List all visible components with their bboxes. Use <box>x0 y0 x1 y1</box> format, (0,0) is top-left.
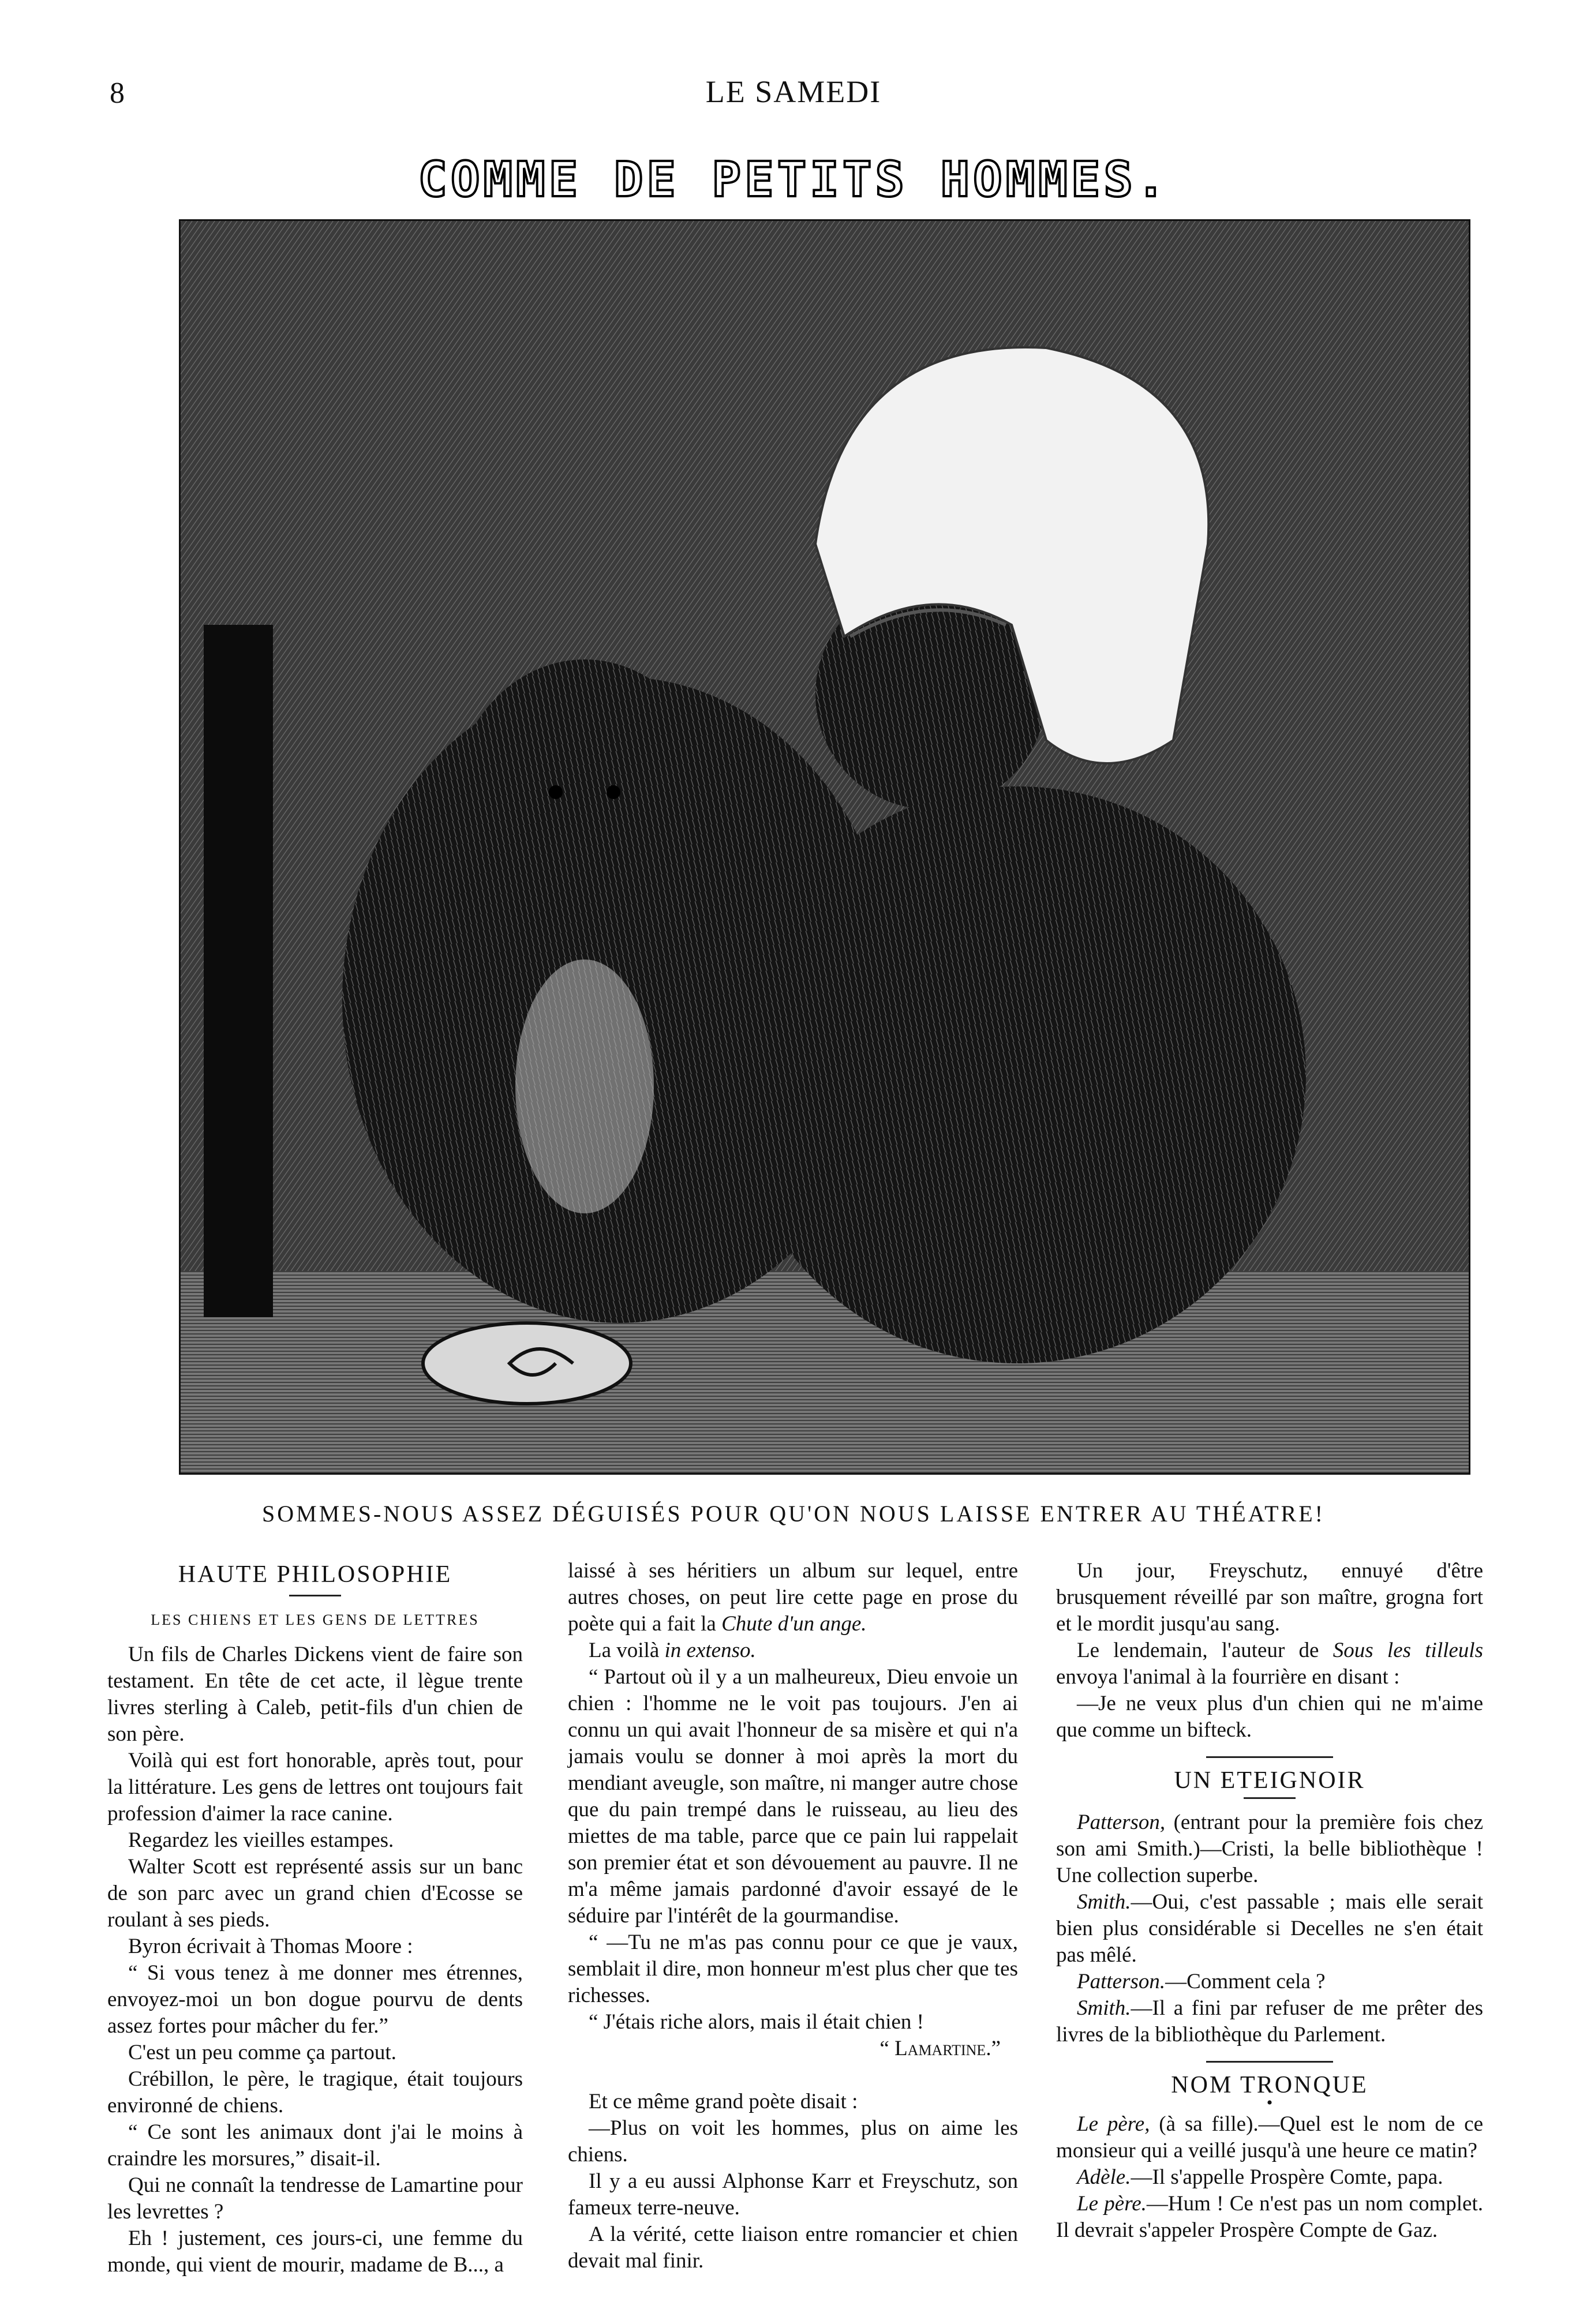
page-number: 8 <box>110 77 125 110</box>
speaker-name: Le père. <box>1077 2192 1147 2216</box>
paragraph: A la vérité, cette liaison entre romancier et chien devait mal finir. <box>568 2222 1018 2273</box>
speaker-name: Smith. <box>1077 1996 1131 2020</box>
italic-title: Chute d'un ange. <box>721 1612 867 1636</box>
speaker-name: Patterson, <box>1077 1811 1166 1834</box>
column-haute-philosophie <box>107 1558 523 2278</box>
section-title: HAUTE PHILOSOPHIE <box>178 1561 452 1588</box>
paragraph: Il y a eu aussi Alphonse Karr et Freyschutz, son fameux terre-neuve. <box>568 2169 1018 2220</box>
paragraph: Crébillon, le père, le tragique, était toujours environné de chiens. <box>107 2067 523 2117</box>
text-run: laissé à ses héritiers un album sur lequel, entre autres choses, on peut lire cette page en prose du poète qui a fait la <box>568 1559 1018 1636</box>
dialogue-line <box>1056 1995 1483 2048</box>
dialogue-line <box>1056 2111 1483 2164</box>
divider <box>1206 2061 1333 2063</box>
engraving-illustration <box>179 219 1470 1475</box>
divider <box>1244 1797 1296 1799</box>
paragraph: Qui ne connaît la tendresse de Lamartine pour les levrettes ? <box>107 2173 523 2224</box>
dogs-engraving-image <box>181 221 1469 1473</box>
dialogue-line <box>1056 1809 1483 1889</box>
italic-title: Sous les tilleuls <box>1333 1639 1483 1662</box>
paragraph <box>568 1558 1018 1637</box>
signature: “ Lamartine.” <box>879 2037 1001 2060</box>
paragraph: Regardez les vieilles estampes. <box>128 1828 394 1852</box>
section-title: NOM TRONQUE <box>1171 2072 1368 2098</box>
section-subhead: LES CHIENS ET LES GENS DE LETTRES <box>151 1611 480 1628</box>
speaker-name: Adèle. <box>1077 2165 1131 2189</box>
text-run: —Il s'appelle Prospère Comte, papa. <box>1131 2165 1443 2189</box>
paragraph: —Plus on voit les hommes, plus on aime les chiens. <box>568 2116 1018 2166</box>
text-run: Le lendemain, l'auteur de <box>1077 1639 1319 1662</box>
dialogue-line <box>1056 1969 1483 1995</box>
text-run: —Hum ! Ce n'est pas un nom complet. Il devrait s'appeler Prospère Compte de Gaz. <box>1056 2192 1483 2242</box>
running-head: LE SAMEDI <box>705 74 882 109</box>
divider <box>289 1595 341 1596</box>
text-run: —Oui, c'est passable ; mais elle serait bien plus considérable si Decelles ne s'en était pas mêlé. <box>1056 1890 1483 1967</box>
paragraph <box>568 1637 1018 1664</box>
dialogue-line <box>1056 1889 1483 1969</box>
paragraph: —Je ne veux plus d'un chien qui ne m'aime que comme un bifteck. <box>1056 1692 1483 1742</box>
paragraph: Un jour, Freyschutz, ennuyé d'être brusquement réveillé par son maître, grogna fort et le mordit jusqu'au sang. <box>1056 1559 1483 1636</box>
paragraph: Walter Scott est représenté assis sur un banc de son parc avec un grand chien d'Ecosse se roulant à ses pieds. <box>107 1855 523 1932</box>
text-run: (entrant pour la première fois chez son ami Smith.)—Cristi, la belle bibliothèque ! Une collection superbe. <box>1056 1811 1484 1887</box>
paragraph: Un fils de Charles Dickens vient de faire son testament. En tête de cet acte, il lègue trente livres sterling à Caleb, petit-fils d'un chien de son père. <box>107 1643 523 1746</box>
column-anecdotes <box>1056 1558 1483 2244</box>
paragraph: Et ce même grand poète disait : <box>589 2090 858 2113</box>
speaker-name: Patterson. <box>1077 1970 1166 1993</box>
spacer <box>568 2062 1018 2089</box>
italic-text: in extenso. <box>664 1639 756 1662</box>
page-title: COMME DE PETITS HOMMES. <box>418 151 1169 208</box>
text-run: La voilà <box>589 1639 660 1662</box>
paragraph: “ —Tu ne m'as pas connu pour ce que je vaux, semblait il dire, mon honneur m'est plus cher que tes richesses. <box>568 1931 1018 2007</box>
paragraph: Byron écrivait à Thomas Moore : <box>128 1935 413 1958</box>
text-run: envoya l'animal à la fourrière en disant : <box>1056 1665 1400 1689</box>
text-run: (à sa fille).—Quel est le nom de ce monsieur qui a veillé jusqu'à une heure ce matin? <box>1056 2112 1484 2162</box>
speaker-name: Smith. <box>1077 1890 1131 1914</box>
divider <box>1206 1756 1333 1758</box>
section-title: UN ETEIGNOIR <box>1174 1767 1365 1794</box>
paragraph <box>1056 1637 1483 1690</box>
paragraph: “ J'étais riche alors, mais il était chien ! <box>589 2010 924 2034</box>
ornament-dot: • <box>1266 2093 1273 2112</box>
paragraph: Voilà qui est fort honorable, après tout, pour la littérature. Les gens de lettres ont toujours fait profession d'aimer la race canine. <box>107 1749 523 1826</box>
paragraph: Eh ! justement, ces jours-ci, une femme du monde, qui vient de mourir, madame de B..., a <box>107 2226 523 2277</box>
text-run: —Comment cela ? <box>1165 1970 1326 1993</box>
text-run: —Il a fini par refuser de me prêter des livres de la bibliothèque du Parlement. <box>1056 1996 1483 2046</box>
speaker-name: Le père, <box>1077 2112 1150 2136</box>
illustration-caption: SOMMES-NOUS ASSEZ DÉGUISÉS POUR QU'ON NOUS LAISSE ENTRER AU THÉATRE! <box>262 1501 1325 1527</box>
dialogue-line <box>1056 2164 1483 2191</box>
paragraph: “ Ce sont les animaux dont j'ai le moins à craindre les morsures,” disait-il. <box>107 2120 523 2171</box>
dialogue-line <box>1056 2191 1483 2244</box>
paragraph: “ Si vous tenez à me donner mes étrennes, envoyez-moi un bon dogue pourvu de dents assez fortes pour mâcher du fer.” <box>107 1961 523 2038</box>
column-continued <box>568 1558 1018 2274</box>
paragraph: “ Partout où il y a un malheureux, Dieu envoie un chien : l'homme ne le voit pas toujours. J'en ai connu un qui avait l'honneur de sa misère et qui n'a jamais voulu se donner à moi après la mort du mendiant aveugle, son maître, ni manger autre chose que du pain trempé dans le ruisseau, au lieu des miettes de ma table, parce que ce pain lui rappelait son premier état et son dévouement au pauvre. Il ne m'a même jamais pardonné d'avoir essayé de le séduire par l'intérêt de la gourmandise. <box>568 1665 1018 1928</box>
paragraph: C'est un peu comme ça partout. <box>128 2041 396 2064</box>
